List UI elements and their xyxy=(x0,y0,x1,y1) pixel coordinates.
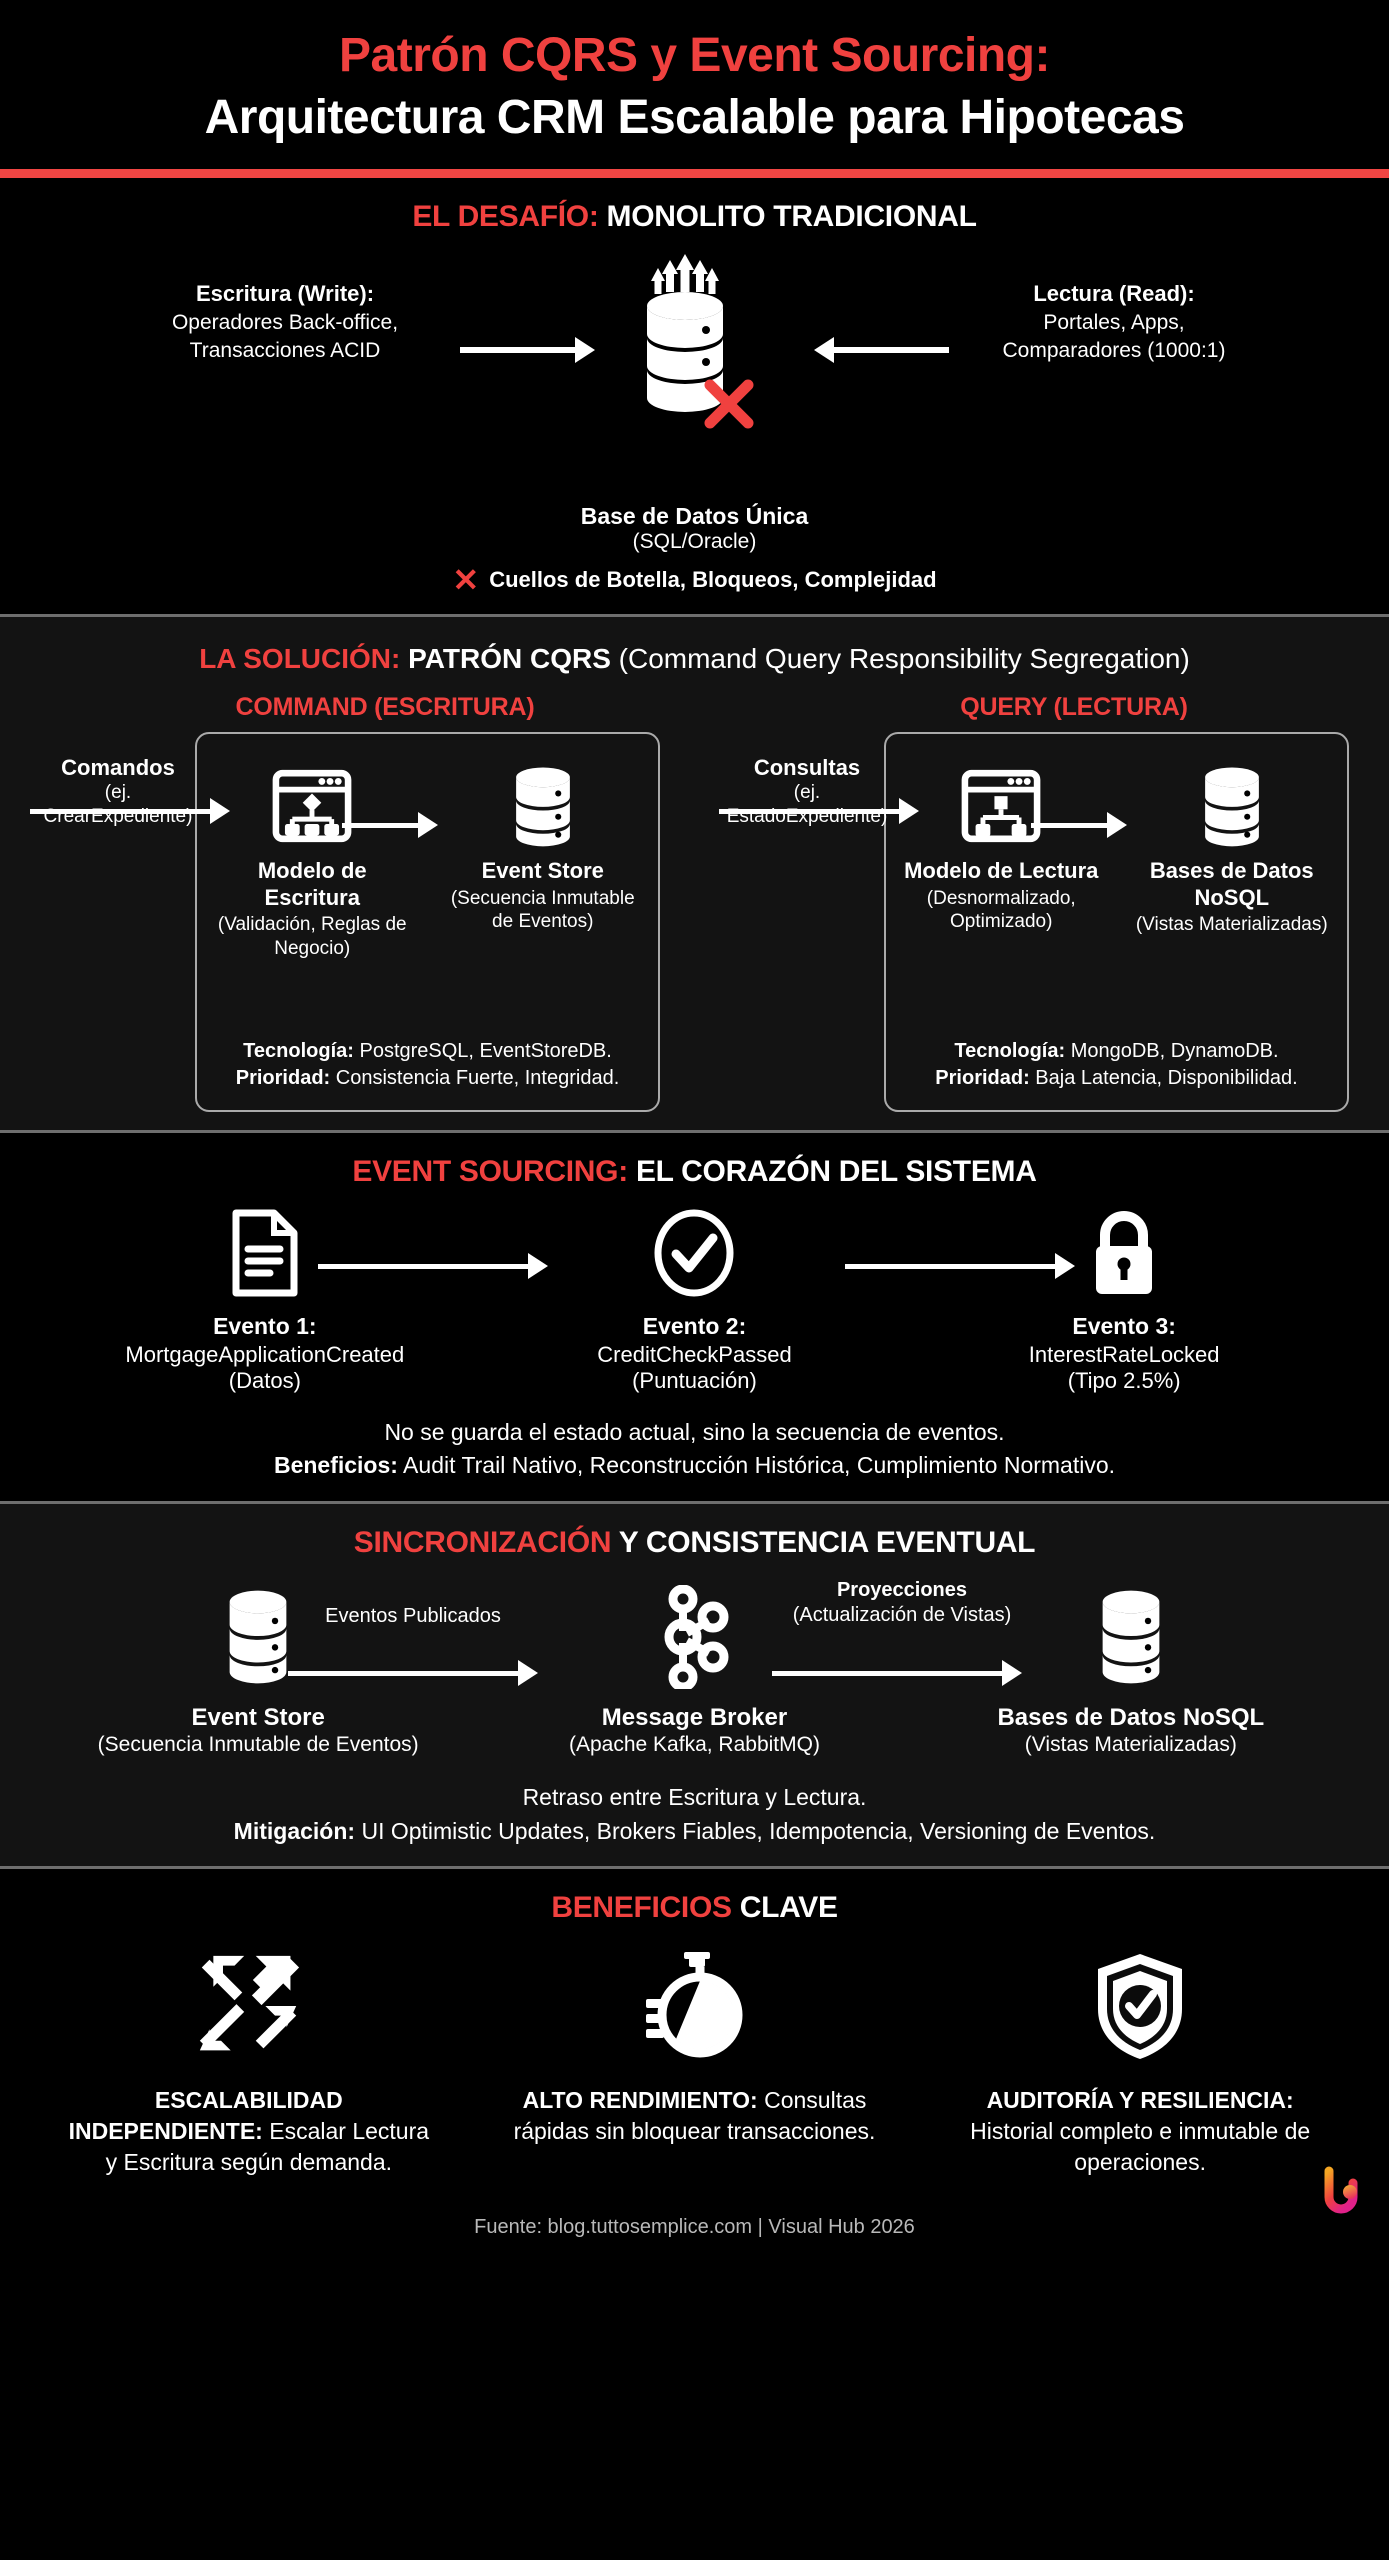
page-title-line1: Patrón CQRS y Event Sourcing: xyxy=(339,29,1050,82)
write-line2: Transacciones ACID xyxy=(189,339,381,363)
event-item-3 xyxy=(949,1207,1299,1394)
benefit3-desc: Historial completo e inmutable de operaciones. xyxy=(970,2118,1311,2176)
read-line1: Portales, Apps, xyxy=(1043,310,1185,334)
sync-flow xyxy=(0,1579,1389,1757)
command-tech-label: Tecnología: xyxy=(243,1040,354,1063)
sync-node1-sub: (Secuencia Inmutable de Eventos) xyxy=(97,1733,419,1757)
command-node-write-model xyxy=(207,760,417,960)
query-node-read-model xyxy=(896,760,1106,937)
event2-sub: (Puntuación) xyxy=(632,1368,757,1394)
event-sourcing-note xyxy=(0,1416,1389,1501)
event-item-1 xyxy=(90,1207,440,1394)
command-input-sub2: CrearExpediente) xyxy=(43,805,193,827)
benefit3-bold: AUDITORÍA Y RESILIENCIA: xyxy=(986,2087,1294,2114)
command-nodes xyxy=(197,734,658,960)
command-node1-sub: (Validación, Reglas de Negocio) xyxy=(217,913,407,959)
event2-name: CreditCheckPassed xyxy=(597,1342,792,1368)
sync-arrow2-label-line1: Proyecciones xyxy=(836,1579,968,1602)
section-benefits xyxy=(0,1869,1389,2239)
sync-title-highlight: SINCRONIZACIÓN xyxy=(353,1526,612,1560)
database-icon xyxy=(941,1582,1321,1692)
command-input-sub1: (ej. xyxy=(104,782,132,804)
sync-node-event-store xyxy=(68,1582,448,1757)
event3-sub: (Tipo 2.5%) xyxy=(1067,1368,1181,1394)
command-column-label: COMMAND (ESCRITURA) xyxy=(235,693,535,722)
section-sync xyxy=(0,1504,1389,1866)
brand-logo xyxy=(1321,2165,1361,2217)
footer-source: Fuente: blog.tuttosemplice.com | Visual Hub 2026 xyxy=(474,2216,915,2239)
es-title-rest: EL CORAZÓN DEL SISTEMA xyxy=(627,1155,1037,1189)
sync-note-label: Mitigación: xyxy=(233,1817,356,1844)
es-title-highlight: EVENT SOURCING: xyxy=(352,1155,628,1189)
event1-sub: (Datos) xyxy=(228,1368,301,1394)
benefit-item-2 xyxy=(494,1947,894,2178)
document-icon xyxy=(90,1207,440,1299)
db-error-x-icon xyxy=(701,376,757,432)
arrow-read-to-db xyxy=(814,340,949,360)
sync-arrow2-label-line2: (Actualización de Vistas) xyxy=(792,1604,1012,1627)
query-nodes xyxy=(886,734,1347,937)
command-node2-sub: (Secuencia Inmutable de Eventos) xyxy=(450,887,635,933)
stopwatch-icon xyxy=(494,1947,894,2067)
query-node-nosql xyxy=(1127,760,1337,937)
command-node-event-store xyxy=(438,760,648,960)
query-input-sub2: EstadoExpediente) xyxy=(726,805,888,827)
check-circle-icon xyxy=(519,1207,869,1299)
command-box-footer xyxy=(197,1038,658,1092)
query-box-footer xyxy=(886,1038,1347,1092)
cqrs-command-column xyxy=(20,693,680,1112)
command-node2-title: Event Store xyxy=(481,858,604,884)
cqrs-columns xyxy=(0,693,1389,1112)
section-cqrs xyxy=(0,617,1389,1130)
query-input-label xyxy=(717,755,897,829)
cqrs-title-bold: PATRÓN CQRS xyxy=(400,643,611,675)
benefits-items xyxy=(0,1947,1389,2178)
benefit1-bold: ESCALABILIDAD INDEPENDIENTE: xyxy=(68,2087,343,2145)
command-tech-line xyxy=(197,1038,658,1065)
query-node1-sub: (Desnormalizado, Optimizado) xyxy=(926,887,1076,933)
sync-note xyxy=(0,1781,1389,1866)
benefit2-text xyxy=(494,2085,894,2147)
read-line2: Comparadores (1000:1) xyxy=(1002,339,1226,363)
cqrs-title-light: (Command Query Responsibility Segregation) xyxy=(610,643,1190,675)
event-item-2 xyxy=(519,1207,869,1394)
es-note-line2: Audit Trail Nativo, Reconstrucción Histórica, Cumplimiento Normativo. xyxy=(397,1451,1116,1478)
sync-title-rest: Y CONSISTENCIA EVENTUAL xyxy=(611,1526,1036,1560)
benefit1-desc: Escalar Lectura y Escritura según demanda. xyxy=(105,2118,430,2176)
bottleneck-x-icon: ✕ xyxy=(452,562,480,599)
benefit2-bold: ALTO RENDIMIENTO: xyxy=(522,2087,758,2114)
database-icon xyxy=(438,760,648,852)
db-title: Base de Datos Única xyxy=(580,503,809,530)
query-tech-value: MongoDB, DynamoDB. xyxy=(1065,1040,1279,1063)
sync-node-nosql xyxy=(941,1582,1321,1757)
benefit3-text xyxy=(940,2085,1340,2178)
command-tech-value: PostgreSQL, EventStoreDB. xyxy=(353,1040,612,1063)
monolith-diagram xyxy=(0,240,1389,495)
sync-node-message-broker xyxy=(504,1582,884,1757)
bottleneck-text: Cuellos de Botella, Bloqueos, Complejidad xyxy=(489,567,937,593)
header-accent-bar xyxy=(0,169,1389,178)
event-sourcing-flow xyxy=(0,1207,1389,1394)
header xyxy=(0,0,1389,147)
section-monolith-title-highlight: EL DESAFÍO: xyxy=(412,200,599,234)
query-node2-sub: (Vistas Materializadas) xyxy=(1135,913,1328,935)
command-input-title: Comandos xyxy=(61,755,175,781)
section-monolith xyxy=(0,178,1389,614)
sync-node2-sub: (Apache Kafka, RabbitMQ) xyxy=(569,1733,820,1757)
sync-node1-title: Event Store xyxy=(191,1704,325,1732)
sync-note-line2-wrap xyxy=(0,1815,1389,1848)
scale-arrows-icon xyxy=(49,1947,449,2067)
sync-node3-title: Bases de Datos NoSQL xyxy=(997,1704,1265,1732)
query-box xyxy=(884,732,1349,1112)
section-monolith-title xyxy=(0,178,1389,234)
query-input-title: Consultas xyxy=(753,755,861,781)
write-label: Escritura (Write): xyxy=(195,281,375,307)
es-note-line1: No se guarda el estado actual, sino la secuencia de eventos. xyxy=(384,1419,1005,1446)
query-column-label: QUERY (LECTURA) xyxy=(960,693,1188,722)
arrow-command-internal xyxy=(342,812,438,838)
command-prio-value: Consistencia Fuerte, Integridad. xyxy=(330,1067,620,1090)
benefit-item-3 xyxy=(940,1947,1340,2178)
query-tech-label: Tecnología: xyxy=(954,1040,1066,1063)
es-note-label: Beneficios: xyxy=(273,1451,398,1478)
event1-name: MortgageApplicationCreated xyxy=(125,1342,405,1368)
sitemap-window-icon xyxy=(896,760,1106,852)
benefit-item-1 xyxy=(49,1947,449,2178)
section-monolith-title-rest: MONOLITO TRADICIONAL xyxy=(598,200,977,234)
command-input-label xyxy=(28,755,208,829)
monolith-read-side xyxy=(949,280,1279,365)
benefit1-text xyxy=(49,2085,449,2178)
monolith-db-caption xyxy=(0,503,1389,554)
event3-label: Evento 3: xyxy=(1072,1313,1176,1340)
monolith-bottleneck xyxy=(0,564,1389,614)
sync-node3-sub: (Vistas Materializadas) xyxy=(1024,1733,1237,1757)
sync-node2-title: Message Broker xyxy=(601,1704,788,1732)
query-prio-line xyxy=(886,1065,1347,1092)
sync-note-line2: UI Optimistic Updates, Brokers Fiables, Idempotencia, Versioning de Eventos. xyxy=(355,1817,1156,1844)
section-event-sourcing-title xyxy=(0,1133,1389,1189)
read-label: Lectura (Read): xyxy=(1033,281,1195,307)
benefits-title-highlight: BENEFICIOS xyxy=(551,1891,732,1925)
command-node1-title: Modelo de Escritura xyxy=(257,858,367,910)
query-node2-title: Bases de Datos NoSQL xyxy=(1149,858,1314,910)
arrow-query-internal xyxy=(1031,812,1127,838)
database-icon xyxy=(1127,760,1337,852)
database-icon xyxy=(68,1582,448,1692)
event3-name: InterestRateLocked xyxy=(1028,1342,1220,1368)
command-prio-line xyxy=(197,1065,658,1092)
query-prio-label: Prioridad: xyxy=(935,1067,1030,1090)
sync-note-line1: Retraso entre Escritura y Lectura. xyxy=(522,1784,867,1811)
cqrs-title-highlight: LA SOLUCIÓN: xyxy=(199,643,401,675)
event1-label: Evento 1: xyxy=(213,1313,317,1340)
section-event-sourcing xyxy=(0,1133,1389,1501)
section-cqrs-title xyxy=(0,617,1389,675)
section-sync-title xyxy=(0,1504,1389,1560)
command-box xyxy=(195,732,660,1112)
shield-check-icon xyxy=(940,1947,1340,2067)
arrow-write-to-db xyxy=(460,340,595,360)
query-input-sub1: (ej. xyxy=(793,782,821,804)
query-node1-title: Modelo de Lectura xyxy=(904,858,1099,884)
page-title-line2: Arquitectura CRM Escalable para Hipotecas xyxy=(204,90,1185,144)
es-note-line2-wrap xyxy=(0,1449,1389,1482)
event2-label: Evento 2: xyxy=(642,1313,747,1340)
sitemap-window-icon xyxy=(207,760,417,852)
lock-icon xyxy=(949,1207,1299,1299)
cqrs-query-column xyxy=(709,693,1369,1112)
benefits-title-rest: CLAVE xyxy=(731,1891,838,1925)
monolith-write-side xyxy=(120,280,450,365)
query-tech-line xyxy=(886,1038,1347,1065)
write-line1: Operadores Back-office, xyxy=(171,310,399,334)
sync-arrow1-label: Eventos Publicados xyxy=(325,1605,501,1628)
command-prio-label: Prioridad: xyxy=(235,1067,331,1090)
kafka-nodes-icon xyxy=(504,1582,884,1692)
benefit2-desc: Consultas rápidas sin bloquear transacciones. xyxy=(513,2087,876,2145)
query-prio-value: Baja Latencia, Disponibilidad. xyxy=(1029,1067,1298,1090)
db-subtitle: (SQL/Oracle) xyxy=(632,530,757,554)
section-benefits-title xyxy=(0,1869,1389,1925)
